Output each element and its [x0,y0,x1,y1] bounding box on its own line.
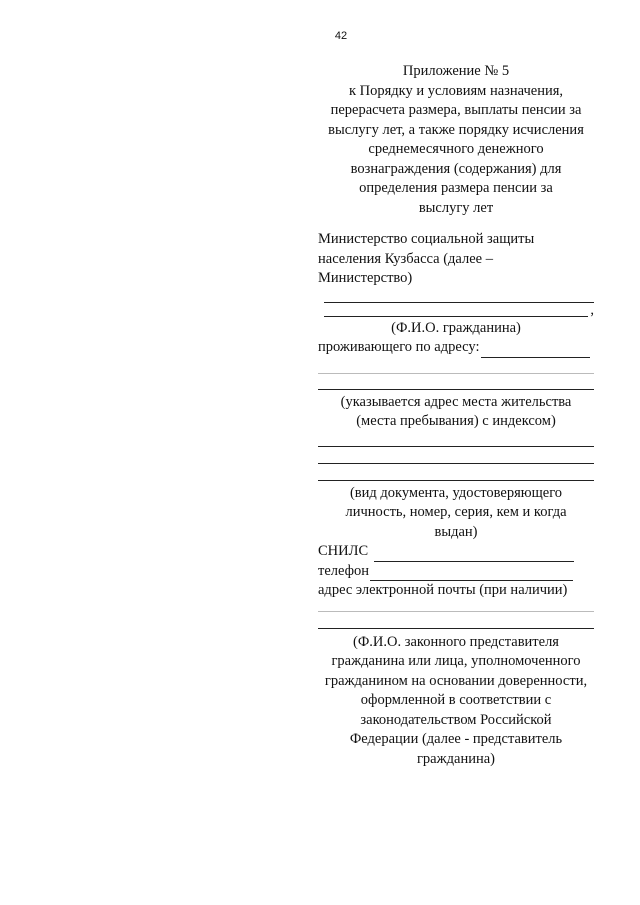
document-caption-2: личность, номер, серия, кем и когда [345,504,567,520]
fio-blank-line-2[interactable] [324,316,588,317]
addressee-line-3: Министерство) [318,270,413,286]
representative-caption-4: оформленной в соответствии с [360,692,552,708]
address-caption-1: (указывается адрес места жительства [340,393,572,410]
appendix-header [318,62,594,218]
representative-caption-7: гражданина) [416,750,495,767]
document-caption-3: выдан) [434,523,478,540]
email-label: адрес электронной почты (при наличии) [318,582,568,598]
document-blank-line-2[interactable] [318,463,594,464]
phone-label: телефон [318,562,370,579]
appendix-title: Приложение № 5 [402,63,510,79]
representative-caption-2: гражданина или лица, уполномоченного [331,653,581,669]
fio-caption: (Ф.И.О. гражданина) [391,319,521,336]
phone-row [318,562,594,582]
representative-caption-6: Федерации (далее - представитель [349,731,563,747]
addressee-line-1: Министерство социальной защиты [318,231,535,247]
address-blank-line-1[interactable] [318,373,594,374]
address-blank-inline[interactable] [481,343,590,358]
representative-caption-1: (Ф.И.О. законного представителя [353,633,559,650]
address-blank-line-2[interactable] [318,389,594,390]
document-caption-1: (вид документа, удостоверяющего [349,484,563,501]
email-blank-line[interactable] [318,611,594,612]
application-form [318,230,594,769]
snils-label: СНИЛС [318,543,369,559]
representative-caption-3: гражданином на основании доверенности, [324,672,588,689]
appendix-line-4: среднемесячного денежного [368,141,544,157]
appendix-line-6: определения размера пенсии за [359,180,553,196]
page-number: 42 [334,30,348,42]
snils-row [318,542,594,562]
representative-caption-5: законодательством Российской [360,711,552,728]
address-caption-2: (места пребывания) с индексом) [356,413,556,429]
fio-comma: , [590,302,594,318]
appendix-line-1: к Порядку и условиям назначения, [348,82,564,99]
appendix-line-3: выслугу лет, а также порядку исчисления [328,121,584,138]
addressee-block [318,230,594,289]
phone-blank[interactable] [370,566,573,581]
appendix-line-5: вознаграждения (содержания) для [350,160,562,177]
address-row [318,338,594,358]
appendix-line-7: выслугу лет [418,199,494,216]
snils-blank[interactable] [374,547,574,562]
address-label: проживающего по адресу: [318,339,480,355]
document-blank-line-1[interactable] [318,446,594,447]
appendix-line-2: перерасчета размера, выплаты пенсии за [330,102,582,118]
document-blank-line-3[interactable] [318,480,594,481]
addressee-line-2: населения Кузбасса (далее – [318,250,493,267]
representative-blank-line[interactable] [318,628,594,629]
